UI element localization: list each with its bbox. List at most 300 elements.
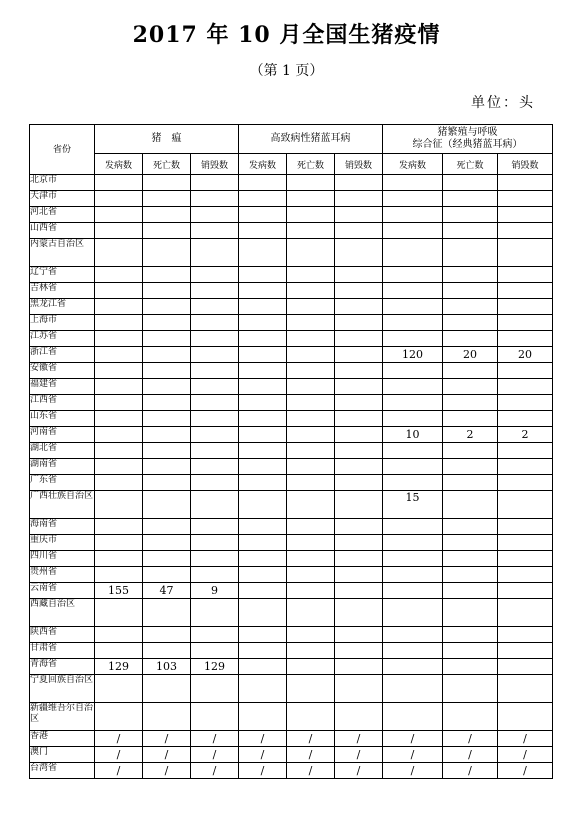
value-cell: 9 xyxy=(191,583,239,599)
value-cell xyxy=(443,519,498,535)
value-cell xyxy=(239,363,287,379)
value-cell xyxy=(335,491,383,519)
value-cell xyxy=(443,363,498,379)
table-row xyxy=(30,491,553,519)
value-cell xyxy=(287,283,335,299)
value-cell xyxy=(498,443,553,459)
value-cell: / xyxy=(498,763,553,779)
value-cell xyxy=(239,475,287,491)
value-cell xyxy=(239,395,287,411)
value-cell: / xyxy=(143,763,191,779)
subheader-cell: 死亡数 xyxy=(143,154,191,175)
province-cell: 台湾省 xyxy=(30,763,95,779)
table-row xyxy=(30,379,553,395)
value-cell xyxy=(287,315,335,331)
value-cell xyxy=(143,411,191,427)
subheader-cell: 销毁数 xyxy=(498,154,553,175)
value-cell xyxy=(443,331,498,347)
value-cell: / xyxy=(287,731,335,747)
value-cell xyxy=(239,627,287,643)
value-cell xyxy=(443,491,498,519)
value-cell xyxy=(239,567,287,583)
value-cell xyxy=(143,379,191,395)
value-cell xyxy=(498,459,553,475)
value-cell xyxy=(95,459,143,475)
value-cell: / xyxy=(239,731,287,747)
value-cell xyxy=(498,675,553,703)
value-cell xyxy=(95,703,143,731)
province-cell: 黑龙江省 xyxy=(30,299,95,315)
value-cell: 10 xyxy=(383,427,443,443)
value-cell xyxy=(383,519,443,535)
subheader-cell: 销毁数 xyxy=(335,154,383,175)
table-row xyxy=(30,535,553,551)
value-cell xyxy=(498,659,553,675)
province-cell: 安徽省 xyxy=(30,363,95,379)
value-cell xyxy=(287,427,335,443)
value-cell xyxy=(443,583,498,599)
value-cell xyxy=(191,703,239,731)
value-cell xyxy=(95,267,143,283)
value-cell xyxy=(143,475,191,491)
value-cell xyxy=(191,551,239,567)
table-row xyxy=(30,519,553,535)
value-cell xyxy=(191,207,239,223)
value-cell xyxy=(443,239,498,267)
value-cell xyxy=(335,207,383,223)
value-cell xyxy=(239,583,287,599)
value-cell xyxy=(287,443,335,459)
value-cell xyxy=(443,643,498,659)
value-cell xyxy=(383,315,443,331)
value-cell: / xyxy=(335,731,383,747)
value-cell xyxy=(498,283,553,299)
value-cell xyxy=(239,223,287,239)
value-cell: / xyxy=(95,731,143,747)
value-cell xyxy=(287,363,335,379)
value-cell: / xyxy=(95,763,143,779)
value-cell: 2 xyxy=(498,427,553,443)
value-cell xyxy=(287,491,335,519)
table-row xyxy=(30,459,553,475)
epidemic-table xyxy=(29,124,553,779)
value-cell xyxy=(287,703,335,731)
value-cell xyxy=(383,267,443,283)
province-cell: 北京市 xyxy=(30,175,95,191)
subheader-cell: 销毁数 xyxy=(191,154,239,175)
value-cell xyxy=(443,207,498,223)
province-column-header: 省份 xyxy=(30,125,95,175)
value-cell xyxy=(335,567,383,583)
table-row xyxy=(30,191,553,207)
value-cell xyxy=(443,315,498,331)
value-cell xyxy=(239,411,287,427)
subheader-cell: 发病数 xyxy=(239,154,287,175)
value-cell: / xyxy=(191,747,239,763)
value-cell xyxy=(239,207,287,223)
value-cell xyxy=(383,363,443,379)
table-row xyxy=(30,363,553,379)
value-cell xyxy=(239,175,287,191)
value-cell xyxy=(143,239,191,267)
value-cell xyxy=(383,475,443,491)
table-row xyxy=(30,763,553,779)
value-cell xyxy=(287,551,335,567)
value-cell xyxy=(443,379,498,395)
value-cell xyxy=(239,299,287,315)
value-cell xyxy=(383,443,443,459)
value-cell xyxy=(191,315,239,331)
value-cell xyxy=(443,627,498,643)
value-cell xyxy=(383,551,443,567)
value-cell xyxy=(287,675,335,703)
province-cell: 浙江省 xyxy=(30,347,95,363)
table-row xyxy=(30,475,553,491)
value-cell xyxy=(239,659,287,675)
value-cell: / xyxy=(143,731,191,747)
table-row xyxy=(30,599,553,627)
value-cell xyxy=(143,627,191,643)
value-cell xyxy=(287,535,335,551)
value-cell xyxy=(383,535,443,551)
table-row xyxy=(30,207,553,223)
value-cell xyxy=(498,331,553,347)
table-subheader-row xyxy=(30,154,553,175)
value-cell xyxy=(335,315,383,331)
value-cell xyxy=(335,283,383,299)
table-row xyxy=(30,747,553,763)
value-cell xyxy=(383,207,443,223)
province-cell: 四川省 xyxy=(30,551,95,567)
value-cell xyxy=(287,627,335,643)
value-cell: 2 xyxy=(443,427,498,443)
value-cell xyxy=(95,395,143,411)
value-cell xyxy=(239,427,287,443)
province-cell: 福建省 xyxy=(30,379,95,395)
value-cell xyxy=(383,675,443,703)
value-cell xyxy=(239,379,287,395)
province-cell: 澳门 xyxy=(30,747,95,763)
value-cell xyxy=(335,443,383,459)
table-row xyxy=(30,347,553,363)
province-cell: 海南省 xyxy=(30,519,95,535)
value-cell xyxy=(191,675,239,703)
value-cell xyxy=(143,427,191,443)
value-cell xyxy=(383,567,443,583)
value-cell xyxy=(191,643,239,659)
value-cell xyxy=(335,363,383,379)
value-cell xyxy=(443,659,498,675)
value-cell xyxy=(95,363,143,379)
value-cell: / xyxy=(95,747,143,763)
value-cell xyxy=(239,331,287,347)
value-cell xyxy=(287,347,335,363)
value-cell xyxy=(143,299,191,315)
province-cell: 湖南省 xyxy=(30,459,95,475)
value-cell xyxy=(335,659,383,675)
value-cell xyxy=(287,659,335,675)
value-cell xyxy=(383,411,443,427)
province-cell: 辽宁省 xyxy=(30,267,95,283)
value-cell xyxy=(335,239,383,267)
value-cell xyxy=(335,299,383,315)
table-row xyxy=(30,731,553,747)
value-cell xyxy=(287,599,335,627)
value-cell xyxy=(239,283,287,299)
province-cell: 江西省 xyxy=(30,395,95,411)
table-row xyxy=(30,643,553,659)
value-cell: 47 xyxy=(143,583,191,599)
value-cell xyxy=(95,379,143,395)
value-cell xyxy=(239,599,287,627)
value-cell xyxy=(383,703,443,731)
value-cell: 20 xyxy=(443,347,498,363)
value-cell: 15 xyxy=(383,491,443,519)
value-cell xyxy=(443,395,498,411)
value-cell xyxy=(239,191,287,207)
value-cell xyxy=(498,411,553,427)
value-cell xyxy=(287,299,335,315)
value-cell xyxy=(239,315,287,331)
province-cell: 陕西省 xyxy=(30,627,95,643)
value-cell xyxy=(383,599,443,627)
value-cell xyxy=(191,299,239,315)
province-cell: 新疆维吾尔自治区 xyxy=(30,703,95,731)
province-cell: 上海市 xyxy=(30,315,95,331)
table-row xyxy=(30,411,553,427)
table-row xyxy=(30,315,553,331)
value-cell xyxy=(95,239,143,267)
value-cell xyxy=(287,519,335,535)
value-cell xyxy=(335,223,383,239)
value-cell xyxy=(143,643,191,659)
value-cell: / xyxy=(239,763,287,779)
value-cell xyxy=(287,379,335,395)
value-cell xyxy=(95,567,143,583)
value-cell xyxy=(143,519,191,535)
value-cell xyxy=(443,599,498,627)
value-cell xyxy=(191,627,239,643)
table-row xyxy=(30,223,553,239)
table-row xyxy=(30,427,553,443)
value-cell xyxy=(383,395,443,411)
value-cell xyxy=(143,315,191,331)
value-cell xyxy=(95,315,143,331)
value-cell xyxy=(383,583,443,599)
value-cell xyxy=(443,703,498,731)
table-row xyxy=(30,627,553,643)
province-cell: 湖北省 xyxy=(30,443,95,459)
group-header-swine-fever: 猪 瘟 xyxy=(95,125,239,154)
value-cell xyxy=(287,267,335,283)
value-cell xyxy=(287,175,335,191)
value-cell xyxy=(335,427,383,443)
value-cell xyxy=(498,535,553,551)
value-cell xyxy=(443,459,498,475)
province-cell: 广西壮族自治区 xyxy=(30,491,95,519)
value-cell xyxy=(383,191,443,207)
value-cell xyxy=(95,599,143,627)
value-cell xyxy=(287,567,335,583)
value-cell xyxy=(95,535,143,551)
value-cell xyxy=(443,475,498,491)
value-cell xyxy=(95,347,143,363)
value-cell xyxy=(239,643,287,659)
value-cell xyxy=(287,459,335,475)
value-cell xyxy=(383,239,443,267)
value-cell xyxy=(443,535,498,551)
value-cell xyxy=(95,411,143,427)
value-cell xyxy=(143,395,191,411)
value-cell: / xyxy=(143,747,191,763)
value-cell xyxy=(143,283,191,299)
value-cell xyxy=(239,239,287,267)
value-cell xyxy=(143,331,191,347)
value-cell xyxy=(239,551,287,567)
value-cell xyxy=(287,223,335,239)
province-cell: 贵州省 xyxy=(30,567,95,583)
value-cell xyxy=(443,675,498,703)
value-cell xyxy=(191,395,239,411)
value-cell xyxy=(239,491,287,519)
province-cell: 江苏省 xyxy=(30,331,95,347)
value-cell xyxy=(143,599,191,627)
table-row xyxy=(30,239,553,267)
value-cell xyxy=(498,315,553,331)
value-cell xyxy=(383,331,443,347)
value-cell xyxy=(498,207,553,223)
province-cell: 河北省 xyxy=(30,207,95,223)
province-cell: 天津市 xyxy=(30,191,95,207)
value-cell xyxy=(95,175,143,191)
value-cell xyxy=(239,675,287,703)
value-cell xyxy=(498,551,553,567)
value-cell xyxy=(239,267,287,283)
value-cell xyxy=(335,475,383,491)
table-row xyxy=(30,299,553,315)
value-cell xyxy=(335,703,383,731)
value-cell: / xyxy=(443,747,498,763)
value-cell xyxy=(191,283,239,299)
value-cell xyxy=(498,599,553,627)
value-cell xyxy=(383,175,443,191)
value-cell xyxy=(95,283,143,299)
table-row xyxy=(30,659,553,675)
value-cell: / xyxy=(383,763,443,779)
value-cell xyxy=(239,459,287,475)
province-cell: 香港 xyxy=(30,731,95,747)
value-cell xyxy=(443,175,498,191)
table-row xyxy=(30,331,553,347)
value-cell xyxy=(383,459,443,475)
value-cell xyxy=(191,567,239,583)
value-cell xyxy=(143,443,191,459)
value-cell xyxy=(191,535,239,551)
value-cell xyxy=(335,551,383,567)
table-row xyxy=(30,675,553,703)
value-cell: / xyxy=(191,763,239,779)
value-cell xyxy=(191,459,239,475)
value-cell xyxy=(498,703,553,731)
province-cell: 重庆市 xyxy=(30,535,95,551)
value-cell xyxy=(335,331,383,347)
value-cell xyxy=(335,627,383,643)
value-cell xyxy=(335,675,383,703)
subheader-cell: 死亡数 xyxy=(443,154,498,175)
value-cell xyxy=(498,267,553,283)
value-cell xyxy=(143,223,191,239)
subheader-cell: 发病数 xyxy=(95,154,143,175)
value-cell xyxy=(287,475,335,491)
value-cell: / xyxy=(443,731,498,747)
value-cell xyxy=(335,379,383,395)
value-cell xyxy=(191,443,239,459)
value-cell xyxy=(191,347,239,363)
value-cell xyxy=(443,299,498,315)
value-cell xyxy=(287,395,335,411)
value-cell: 103 xyxy=(143,659,191,675)
value-cell: / xyxy=(383,747,443,763)
province-cell: 青海省 xyxy=(30,659,95,675)
value-cell xyxy=(498,567,553,583)
value-cell xyxy=(287,191,335,207)
value-cell xyxy=(383,627,443,643)
value-cell xyxy=(143,675,191,703)
value-cell xyxy=(443,551,498,567)
value-cell xyxy=(95,207,143,223)
value-cell: / xyxy=(191,731,239,747)
value-cell xyxy=(143,703,191,731)
value-cell xyxy=(191,475,239,491)
value-cell xyxy=(443,283,498,299)
value-cell xyxy=(143,567,191,583)
value-cell: / xyxy=(498,747,553,763)
value-cell xyxy=(191,191,239,207)
value-cell xyxy=(95,643,143,659)
table-row xyxy=(30,283,553,299)
value-cell xyxy=(498,191,553,207)
value-cell xyxy=(443,223,498,239)
value-cell xyxy=(498,363,553,379)
table-row xyxy=(30,583,553,599)
value-cell xyxy=(95,475,143,491)
value-cell xyxy=(143,267,191,283)
value-cell xyxy=(498,519,553,535)
value-cell xyxy=(443,443,498,459)
value-cell xyxy=(143,491,191,519)
value-cell xyxy=(191,175,239,191)
value-cell xyxy=(498,379,553,395)
value-cell: / xyxy=(498,731,553,747)
page-title: 2017 年 10 月全国生猪疫情 xyxy=(132,22,441,48)
value-cell xyxy=(95,331,143,347)
subheader-cell: 发病数 xyxy=(383,154,443,175)
table-row xyxy=(30,551,553,567)
value-cell xyxy=(443,411,498,427)
value-cell xyxy=(191,331,239,347)
value-cell xyxy=(335,583,383,599)
value-cell xyxy=(287,331,335,347)
value-cell xyxy=(498,299,553,315)
table-row xyxy=(30,175,553,191)
value-cell xyxy=(191,363,239,379)
value-cell xyxy=(239,347,287,363)
value-cell xyxy=(498,239,553,267)
value-cell xyxy=(95,627,143,643)
value-cell xyxy=(335,191,383,207)
group-header-hp-prrs: 高致病性猪蓝耳病 xyxy=(239,125,383,154)
value-cell xyxy=(383,659,443,675)
